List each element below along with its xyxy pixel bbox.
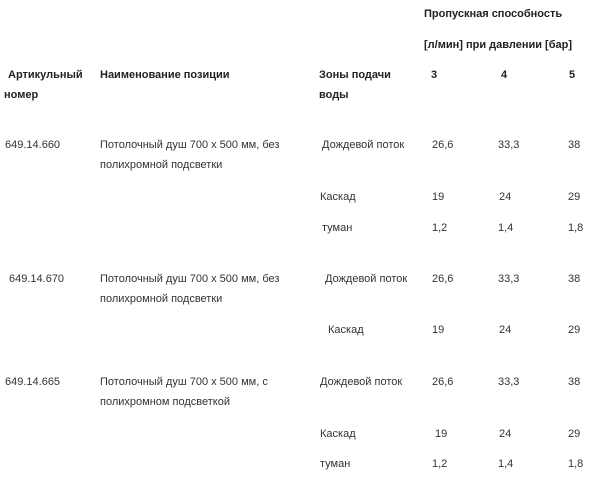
flow-value-5bar: 38 <box>568 376 581 388</box>
zone-label: Каскад <box>320 191 356 203</box>
col-name-header: Наименование позиции <box>100 69 230 81</box>
item-name-line2: полихромном подсветкой <box>100 396 230 408</box>
flow-value-4bar: 1,4 <box>498 458 514 470</box>
pressure-4-header: 4 <box>501 69 508 81</box>
flow-value-5bar: 38 <box>568 273 581 285</box>
col-article-line2: номер <box>4 89 39 101</box>
zone-label: Дождевой поток <box>320 376 403 388</box>
zone-label: Каскад <box>320 428 356 440</box>
flow-value-3bar: 26,6 <box>432 273 454 285</box>
zone-label: Дождевой поток <box>322 139 405 151</box>
item-name-line2: полихромной подсветки <box>100 293 223 305</box>
article-number: 649.14.670 <box>9 273 65 285</box>
flow-value-3bar: 26,6 <box>432 139 454 151</box>
flow-value-5bar: 1,8 <box>568 458 584 470</box>
flow-value-5bar: 1,8 <box>568 222 584 234</box>
flow-value-4bar: 24 <box>499 324 512 336</box>
col-article-line1: Артикульный <box>8 69 83 81</box>
flow-value-5bar: 29 <box>568 428 581 440</box>
item-name-line1: Потолочный душ 700 x 500 мм, без <box>100 139 280 151</box>
col-zones-line2: воды <box>319 89 349 101</box>
col-zones-line1: Зоны подачи <box>319 69 391 81</box>
flow-value-5bar: 29 <box>568 191 581 203</box>
pressure-5-header: 5 <box>569 69 576 81</box>
flow-value-3bar: 26,6 <box>432 376 454 388</box>
flow-value-5bar: 29 <box>568 324 581 336</box>
item-name-line1: Потолочный душ 700 x 500 мм, без <box>100 273 280 285</box>
zone-label: туман <box>322 222 353 234</box>
zone-label: туман <box>320 458 351 470</box>
flow-value-4bar: 24 <box>499 428 512 440</box>
flow-value-5bar: 38 <box>568 139 581 151</box>
pressure-3-header: 3 <box>431 69 438 81</box>
capacity-subtitle: [л/мин] при давлении [бар] <box>424 39 573 51</box>
item-name-line1: Потолочный душ 700 x 500 мм, с <box>100 376 268 388</box>
flow-value-3bar: 1,2 <box>432 222 448 234</box>
zone-label: Каскад <box>328 324 364 336</box>
flow-value-4bar: 1,4 <box>498 222 514 234</box>
flow-value-4bar: 33,3 <box>498 273 520 285</box>
article-number: 649.14.665 <box>5 376 61 388</box>
flow-value-4bar: 33,3 <box>498 139 520 151</box>
flow-value-4bar: 24 <box>499 191 512 203</box>
zone-label: Дождевой поток <box>325 273 408 285</box>
flow-value-3bar: 1,2 <box>432 458 448 470</box>
article-number: 649.14.660 <box>5 139 61 151</box>
capacity-title: Пропускная способность <box>424 8 563 20</box>
flow-value-3bar: 19 <box>435 428 448 440</box>
flow-value-4bar: 33,3 <box>498 376 520 388</box>
item-name-line2: полихромной подсветки <box>100 159 223 171</box>
flow-value-3bar: 19 <box>432 324 445 336</box>
flow-value-3bar: 19 <box>432 191 445 203</box>
